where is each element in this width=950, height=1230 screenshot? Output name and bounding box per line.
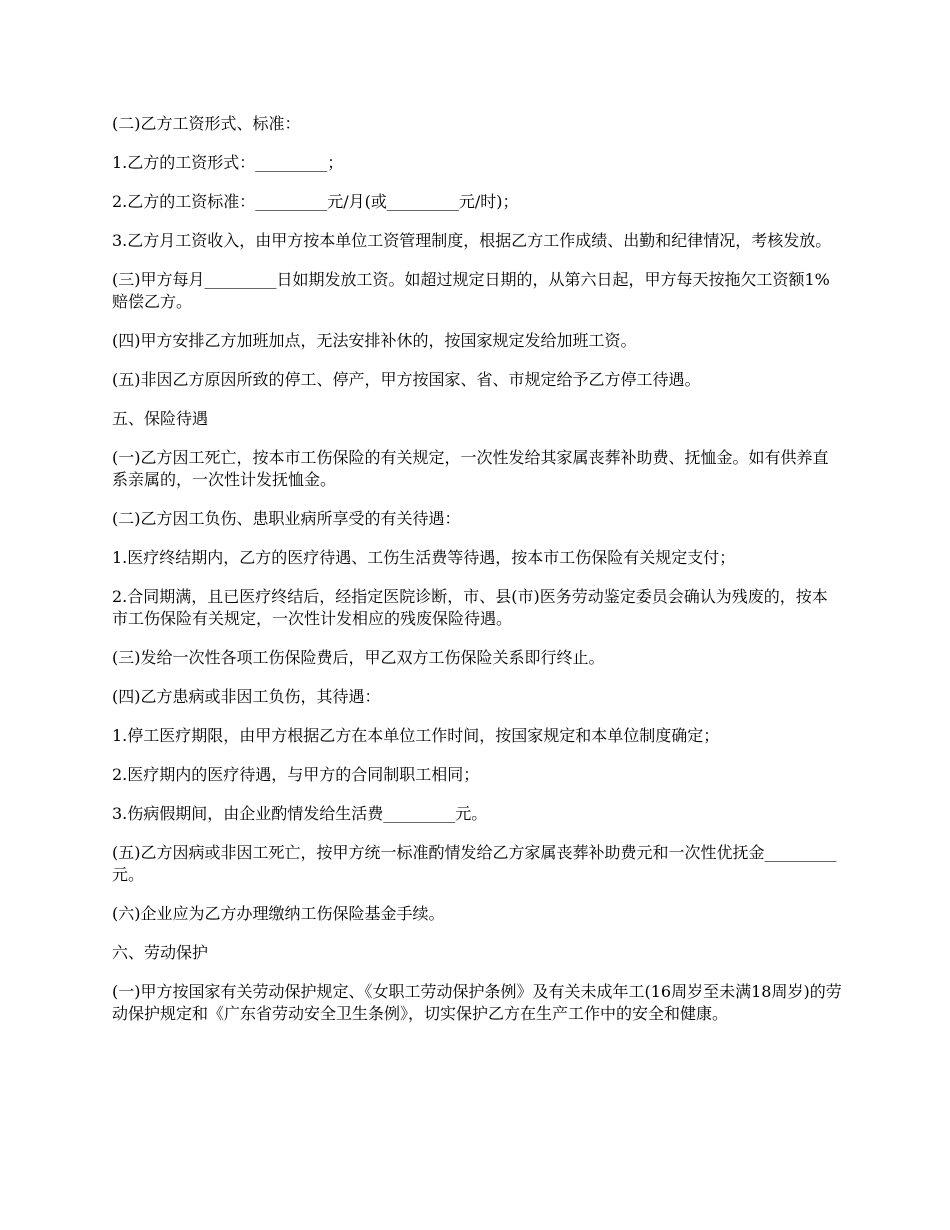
paragraph: (二)乙方因工负伤、患职业病所享受的有关待遇：	[112, 509, 461, 528]
paragraph: (五)乙方因病或非因工死亡，按甲方统一标准酌情发给乙方家属丧葬补助费元和一次性优抚金_________元。	[112, 843, 837, 884]
paragraph: 3.伤病假期间，由企业酌情发给生活费_________元。	[112, 804, 488, 823]
paragraph: (五)非因乙方原因所致的停工、停产，甲方按国家、省、市规定给予乙方停工待遇。	[112, 370, 701, 389]
paragraph: (三)发给一次性各项工伤保险费后，甲乙双方工伤保险关系即行终止。	[112, 648, 605, 667]
paragraph: (一)乙方因工死亡，按本市工伤保险的有关规定，一次性发给其家属丧葬补助费、抚恤金。如有供养直系亲属的，一次性计发抚恤金。	[112, 448, 829, 489]
document-body	[112, 113, 842, 1042]
paragraph: (二)乙方工资形式、标准：	[112, 114, 301, 133]
paragraph: 1.停工医疗期限，由甲方根据乙方在本单位工作时间，按国家规定和本单位制度确定；	[112, 726, 720, 745]
paragraph: (三)甲方每月_________日如期发放工资。如超过规定日期的，从第六日起，甲方每天按拖欠工资额1%赔偿乙方。	[112, 270, 830, 311]
paragraph: 2.乙方的工资标准：_________元/月(或_________元/时)；	[112, 192, 519, 211]
paragraph: 2.合同期满，且已医疗终结后，经指定医院诊断，市、县(市)医务劳动鉴定委员会确认为残废的，按本市工伤保险有关规定，一次性计发相应的残废保险待遇。	[112, 587, 828, 628]
paragraph: 1.医疗终结期内，乙方的医疗待遇、工伤生活费等待遇，按本市工伤保险有关规定支付；	[112, 548, 736, 567]
paragraph: 2.医疗期内的医疗待遇，与甲方的合同制职工相同；	[112, 765, 480, 784]
paragraph: 1.乙方的工资形式：_________；	[112, 153, 344, 172]
paragraph: (四)甲方安排乙方加班加点，无法安排补休的，按国家规定发给加班工资。	[112, 331, 637, 350]
section-heading: 六、劳动保护	[112, 943, 209, 962]
paragraph: (六)企业应为乙方办理缴纳工伤保险基金手续。	[112, 904, 445, 923]
paragraph: 3.乙方月工资收入，由甲方按本单位工资管理制度，根据乙方工作成绩、出勤和纪律情况，考核发放。	[112, 231, 832, 250]
paragraph: (一)甲方按国家有关劳动保护规定、《女职工劳动保护条例》及有关未成年工(16周岁至未满18周岁)的劳动保护规定和《广东省劳动安全卫生条例》，切实保护乙方在生产工作中的安全和健康。	[112, 982, 842, 1023]
paragraph: (四)乙方患病或非因工负伤，其待遇：	[112, 687, 381, 706]
section-heading: 五、保险待遇	[112, 409, 209, 428]
